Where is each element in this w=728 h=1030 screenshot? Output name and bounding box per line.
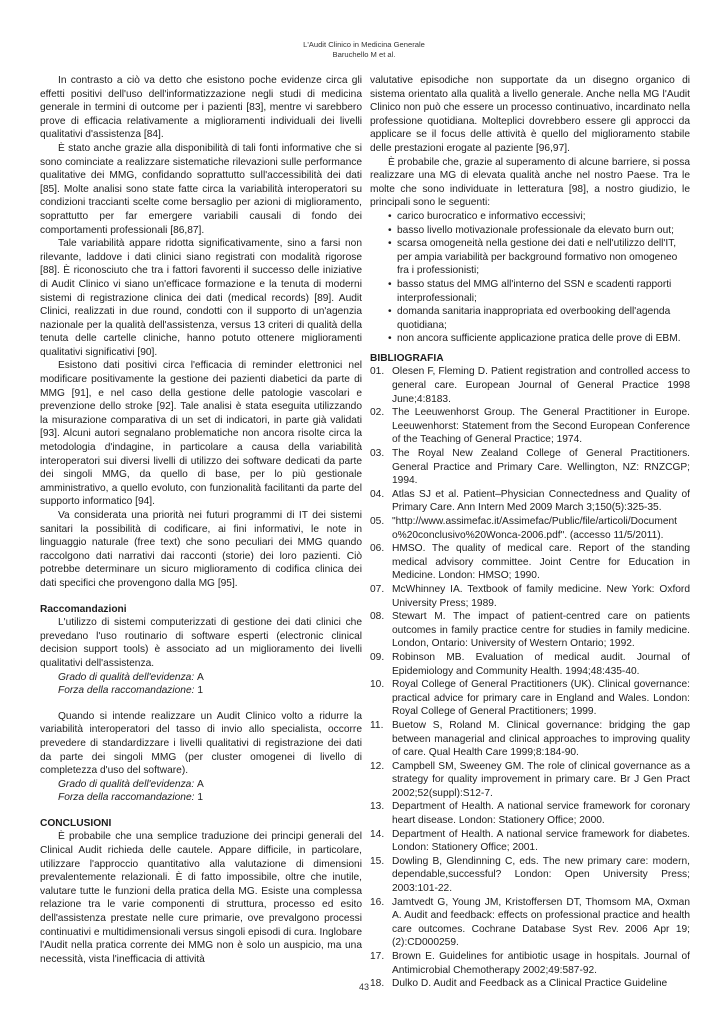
reference-item: 07. McWhinney IA. Textbook of family medicine. New York: Oxford University Press; 1989. (370, 583, 690, 609)
recommendation-strength: Forza della raccomandazione: 1 (58, 792, 203, 804)
reference-item: 02. The Leeuwenhorst Group. The General Practitioner in Europe. Leeuwenhorst: Statement from the Second European Conference of the Teaching of General Practice; 1974. (370, 407, 690, 446)
list-item: • carico burocratico e informativo eccessivi; (388, 210, 690, 224)
paragraph: L'utilizzo di sistemi computerizzati di gestione dei dati clinici che prevedano l'uso routinario di software esperti (electronic clinical decision support tools) è associato ad un miglioramento dei livelli qualitativi dell'assistenza. (40, 617, 362, 669)
list-item: • domanda sanitaria inappropriata ed overbooking dell'agenda quotidiana; (388, 305, 690, 332)
reference-item: 08. Stewart M. The impact of patient-centred care on patients outcomes in family practice centre for studies in family medicine. London, Ontario: University of Western Ontario; 1992. (370, 611, 690, 650)
reference-item: 01. Olesen F, Fleming D. Patient registration and controlled access to general care. European Journal of General Practice 1998 June;4:8183. (370, 366, 690, 405)
reference-list (370, 365, 690, 990)
list-item: • scarsa omogeneità nella gestione dei dati e nell'utilizzo dell'IT, per ampia variabilità per background formativo non omogeneo fra i professionisti; (388, 237, 690, 278)
left-column (40, 74, 362, 966)
reference-item: 18. Dulko D. Audit and Feedback as a Clinical Practice Guideline (370, 978, 668, 990)
reference-item: 12. Campbell SM, Sweeney GM. The role of clinical governance as a strategy for quality improvement in primary care. Br J Gen Pract 2002;52(suppl):S12-7. (370, 760, 690, 799)
reference-item: 05. "http://www.assimefac.it/Assimefac/Public/file/articoli/Documento%20conclusivo%20Wonca-2006.pdf". (accesso 11/5/2011). (370, 516, 678, 541)
evidence-grade: Grado di qualità dell'evidenza: A (58, 778, 204, 790)
journal-title: L'Audit Clinico in Medicina Generale (303, 40, 425, 49)
section-heading-bibliografia: BIBLIOGRAFIA (370, 352, 444, 364)
authors-line: Baruchello M et al. (332, 50, 396, 59)
list-item: • non ancora sufficiente applicazione pratica delle prove di EBM. (388, 332, 690, 346)
paragraph: È stato anche grazie alla disponibilità di tali fonti informative che si sono cominciate a realizzare sistematiche rilevazioni sulle performance qualitative dei MMG, confidando soprattutto sull'accessibilità dei dati [85]. Molte analisi sono state fatte circa la variabilità interoperatori su condizioni traccianti scelte come bersaglio per azioni di miglioramento, soprattutto per far emergere variabili causali di fondo dei comportamenti professionali [86,87]. (40, 142, 362, 236)
section-heading-conclusioni: CONCLUSIONI (40, 817, 112, 829)
paragraph: Tale variabilità appare ridotta significativamente, sino a farsi non rilevante, laddove i dati clinici siano registrati con modalità rigorose [88]. È riconosciuto che tra i fattori favorenti il successo delle iniziative di Audit Clinico vi siano un'efficace formazione e la tenuta di moderni sistemi di registrazione clinica dei dati (medical records) [89]. Audit Clinici, realizzati in due round, condotti con il supporto di un'agenzia nazionale per la qualità dell'assistenza, versus 13 criteri di qualità della tenuta delle cartelle cliniche, hanno potuto ottenere miglioramenti qualitativi significativi [90]. (40, 238, 362, 358)
list-item: • basso livello motivazionale professionale da elevato burn out; (388, 224, 690, 238)
reference-item: 10. Royal College of General Practitioners (UK). Clinical governance: practical advice for primary care in England and Wales. London: Royal College of General Practitioners; 1999. (370, 679, 690, 718)
paragraph: È probabile che, grazie al superamento di alcune barriere, si possa realizzare una MG di elevata qualità anche nel nostro Paese. Tra le molte che sono individuate in letteratura [98], a nostro giudizio, le principali sono le seguenti: (370, 156, 690, 209)
reference-item: 16. Jamtvedt G, Young JM, Kristoffersen DT, Thomsom MA, Oxman A. Audit and feedback: effects on professional practice and health care outcomes. Cochrane Database Syst Rev. 2006 Apr 19;(2):CD000259. (370, 896, 690, 949)
reference-item: 17. Brown E. Guidelines for antibiotic usage in hospitals. Journal of Antimicrobial Chemotherapy 2002;49:587-92. (370, 951, 690, 976)
page-number: 43 (358, 982, 369, 992)
recommendation-strength: Forza della raccomandazione: 1 (58, 685, 203, 697)
paragraph: Quando si intende realizzare un Audit Clinico volto a ridurre la variabilità interoperatori del tasso di invio allo specialista, occorre prevedere di standardizzare i livelli qualitativi di registrazione dei dati da parte dei singoli MMG (per cluster omogenei di livello di completezza d'uso del software). (40, 710, 362, 777)
reference-item: 14. Department of Health. A national service framework for diabetes. London: Stationery Office; 2001. (370, 828, 690, 854)
paragraph: Va considerata una priorità nei futuri programmi di IT dei sistemi sanitari la possibilità di codificare, ai fini informativi, le note in linguaggio naturale (free text) che sono peculiari dei MMG quando raccolgono dati narrativi dai racconti (storie) dei loro pazienti. Ciò potrebbe determinare un sicuro miglioramento di codifica clinica dei dati specifici che provengono dalla MG [95]. (40, 510, 362, 589)
paragraph: valutative episodiche non supportate da un disegno organico di sistema orientato alla qualità a livello generale. Anche nella MG l'Audit Clinico non può che essere un processo continuativo, incardinato nella professione quotidiana. Molteplici dovrebbero essere gli approcci da applicare se il focus delle attività è quello del miglioramento stabile delle prestazioni erogate al paziente [96,97]. (370, 75, 690, 154)
right-column (370, 74, 690, 991)
paragraph: Esistono dati positivi circa l'efficacia di reminder elettronici nel modificare positivamente la gestione dei pazienti diabetici da parte di MMG [91], e nel caso della gestione delle patologie vascolari e prevenzione dello stroke [92]. Tale analisi è stata eseguita utilizzando la misurazione comparativa di un set di indicatori, in parte già validati [93]. Alcuni autori segnalano problematiche non ancora risolte circa la metodologia d'indagine, in particolare a causa della variabilità interoperatori sui diversi livelli di utilizzo dei software dedicati da parte dei singoli MMG, da quello di base, per lo più gestionale amministrativo, a quello evoluto, con funzionalità facilitanti da parte del supporto informatico [94]. (40, 360, 362, 508)
running-header (0, 40, 728, 60)
section-heading-raccomandazioni: Raccomandazioni (40, 603, 127, 615)
reference-item: 06. HMSO. The quality of medical care. Report of the standing medical advisory committee. Joint Centre for Education in Medicine. London: HMSO; 1990. (370, 543, 690, 582)
reference-item: 11. Buetow S, Roland M. Clinical governance: bridging the gap between managerial and clinical approaches to improving quality of care. Qual Health Care 1999;8:184-90. (370, 719, 690, 759)
reference-item: 15. Dowling B, Glendinning C, eds. The new primary care: modern, dependable,successful? London: Open University Press; 2003:101-22. (370, 855, 690, 895)
reference-item: 04. Atlas SJ et al. Patient–Physician Connectedness and Quality of Primary Care. Ann Intern Med 2009 March 3;150(5):325-35. (370, 488, 690, 514)
reference-item: 09. Robinson MB. Evaluation of medical audit. Journal of Epidemiology and Community Health. 1994;48:435-40. (370, 651, 690, 677)
paragraph: In contrasto a ciò va detto che esistono poche evidenze circa gli effetti positivi dell'uso dell'informatizzazione negli studi di medicina generale in termini di outcome per i pazienti [83], mentre vi sarebbero prove di efficacia relativamente a miglioramenti individuali dei livelli qualitativi d'assistenza [84]. (40, 75, 362, 141)
list-item: • basso status del MMG all'interno del SSN e scadenti rapporti interprofessionali; (388, 278, 690, 305)
paragraph: È probabile che una semplice traduzione dei principi generali del Clinical Audit richieda delle cautele. Appare difficile, in particolare, utilizzare l'approccio quantitativo alla valutazione di dimensioni prevalentemente relazionali. È di fatto impossibile, oltre che inutile, valutare tutte le funzioni della pratica della MG. Esiste una complessa relazione tra le varie componenti di struttura, processo ed esito dell'assistenza prestate nelle cure primarie, ove prevalgono processi continuativi e multidimensionali versus singoli episodi di cura. Inglobare l'Audit nella pratica corrente dei MMG non è solo un auspicio, ma una necessità, vista l'inefficacia di attività (40, 831, 362, 965)
barriers-list (370, 210, 690, 346)
evidence-grade: Grado di qualità dell'evidenza: A (58, 671, 204, 683)
reference-item: 03. The Royal New Zealand College of General Practitioners. General Practice and Primary Care. Wellington, NZ: RNZCGP; 1994. (370, 448, 690, 487)
reference-item: 13. Department of Health. A national service framework for coronary heart disease. London: Stationery Office; 2000. (370, 801, 690, 827)
